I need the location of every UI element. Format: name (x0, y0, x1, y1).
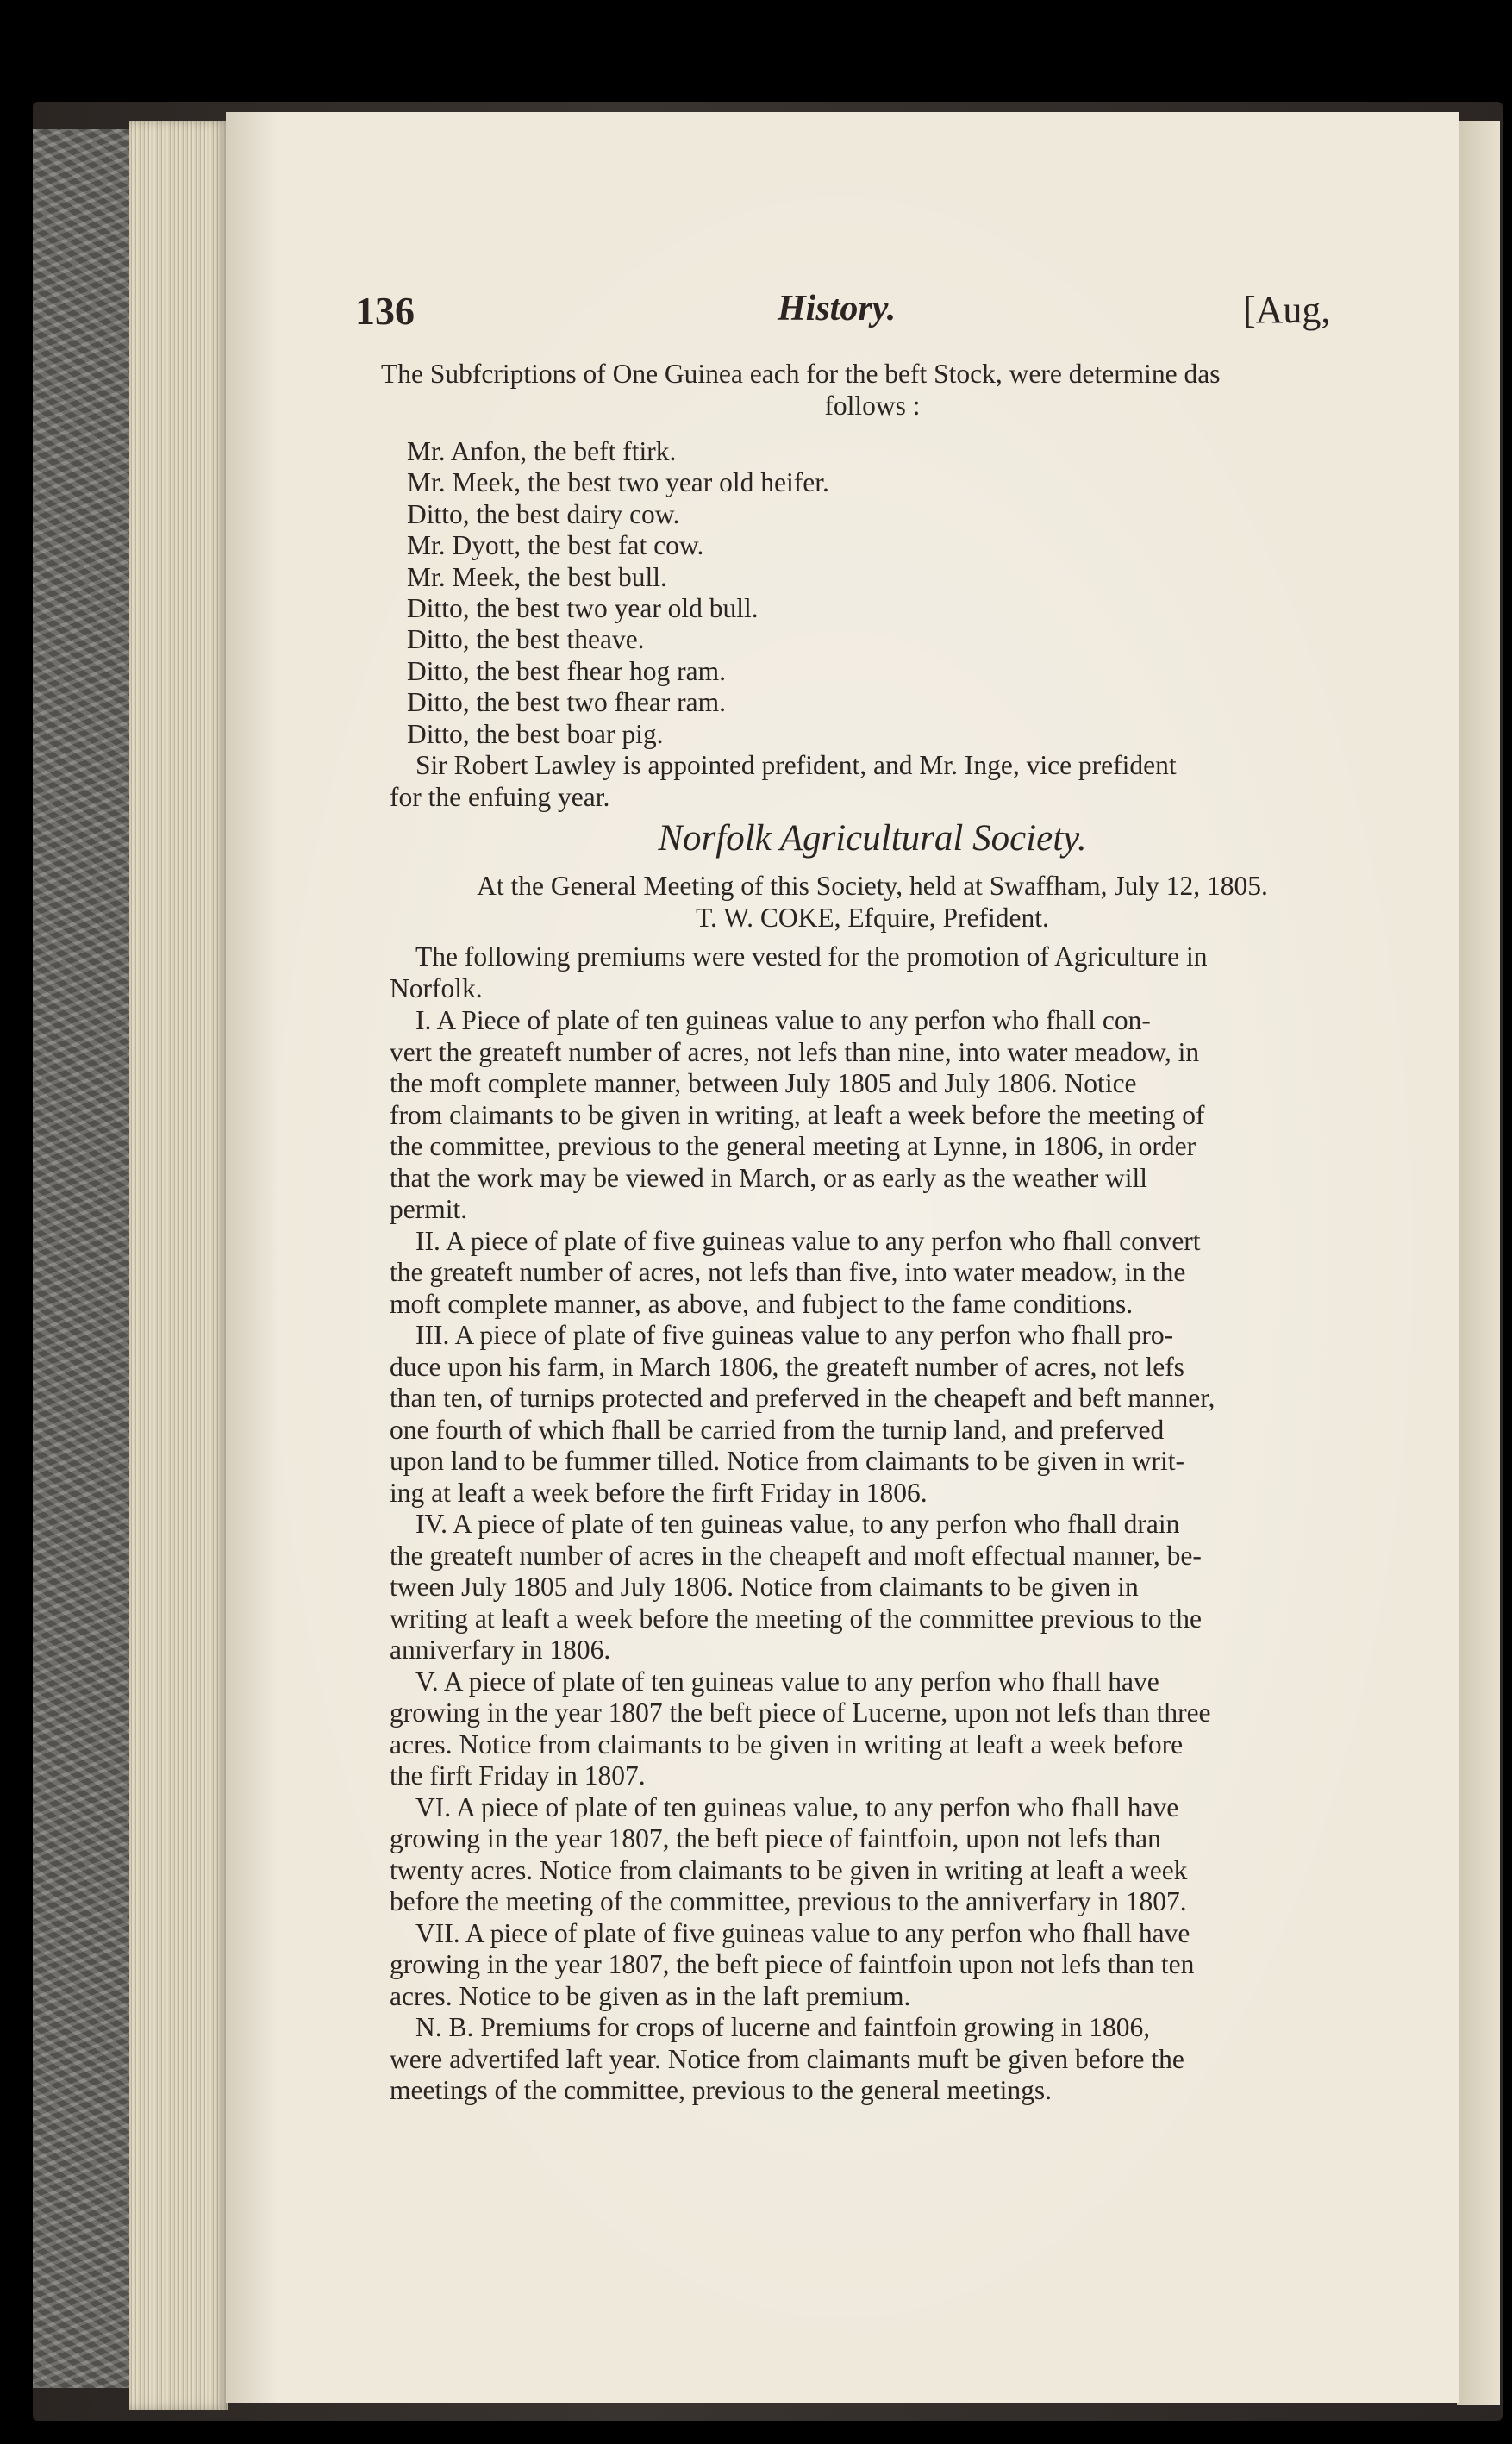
premium-line: anniverfary in 1806. (390, 1635, 611, 1665)
premium-line: meetings of the committee, previous to the general meetings. (390, 2075, 1053, 2105)
premium-line: moft complete manner, as above, and fubject to the fame conditions. (390, 1288, 1134, 1319)
award-item: Ditto, the best two year old bull. (407, 593, 759, 624)
premium-line: IV. A piece of plate of ten guineas value, to any perfon who fhall drain (415, 1509, 1180, 1539)
premium-line: before the meeting of the committee, previous to the anniverfary in 1807. (390, 1886, 1187, 1916)
premium-line: V. A piece of plate of ten guineas value to any perfon who fhall have (415, 1666, 1159, 1697)
premium-line: I. A Piece of plate of ten guineas value to any perfon who fhall con- (415, 1005, 1151, 1035)
facing-page-edge (1457, 121, 1500, 2405)
premiums-intro-line: Norfolk. (390, 972, 483, 1003)
book-page (226, 112, 1459, 2403)
meeting-line: At the General Meeting of this Society, held at Swaffham, July 12, 1805. (477, 871, 1268, 901)
premium-item (390, 1666, 1355, 1792)
premium-line: permit. (390, 1194, 468, 1224)
premium-line: upon land to be fummer tilled. Notice from claimants to be given in writ- (390, 1446, 1185, 1476)
premium-line: tween July 1805 and July 1806. Notice from claimants to be given in (390, 1572, 1139, 1602)
premium-line: twenty acres. Notice from claimants to be given in writing at leaft a week (390, 1854, 1188, 1885)
premium-line: duce upon his farm, in March 1806, the greateft number of acres, not lefs (390, 1351, 1184, 1382)
award-item: Ditto, the best boar pig. (407, 718, 664, 749)
award-item: Ditto, the best fhear hog ram. (407, 655, 727, 686)
award-item: Ditto, the best theave. (407, 624, 645, 655)
premium-line: than ten, of turnips protected and preferved in the cheapeft and beft manner, (390, 1383, 1215, 1413)
president-line: for the enfuing year. (390, 781, 610, 812)
premium-line: growing in the year 1807 the beft piece of Lucerne, upon not lefs than three (390, 1697, 1211, 1728)
award-item: Mr. Meek, the best two year old heifer. (407, 467, 829, 498)
premium-item (390, 1226, 1355, 1321)
premium-line: the greateft number of acres in the cheapeft and moft effectual manner, be- (390, 1540, 1202, 1571)
premiums-intro (390, 941, 1355, 1004)
premium-line: that the work may be viewed in March, or as early as the weather will (390, 1162, 1148, 1193)
awards-list (407, 436, 1372, 750)
president-line: Sir Robert Lawley is appointed prefident, and Mr. Inge, vice prefident (415, 750, 1177, 780)
running-header-right: [Aug, (1243, 289, 1331, 331)
premium-line: acres. Notice from claimants to be given in writing at leaft a week before (390, 1728, 1184, 1760)
page-edges (129, 121, 228, 2410)
premium-item (390, 1005, 1355, 1226)
award-item: Mr. Meek, the best bull. (407, 561, 667, 592)
running-header (226, 288, 1459, 357)
premium-line: VII. A piece of plate of five guineas value to any perfon who fhall have (415, 1917, 1190, 1948)
premium-item (390, 1918, 1355, 2013)
premium-line: acres. Notice to be given as in the laft premium. (390, 1980, 911, 2011)
premiums-intro-line: The following premiums were vested for the promotion of Agriculture in (415, 941, 1208, 972)
running-title: History. (778, 289, 897, 328)
intro-paragraph (381, 359, 1364, 422)
premium-line: growing in the year 1807, the beft piece of faintfoin upon not lefs than ten (390, 1949, 1195, 1979)
premium-line: III. A piece of plate of five guineas value to any perfon who fhall pro- (415, 1320, 1174, 1350)
premium-line: the greateft number of acres, not lefs than five, into water meadow, in the (390, 1257, 1186, 1287)
premium-line: the firft Friday in 1807. (390, 1760, 646, 1791)
premium-line: the moft complete manner, between July 1805 and July 1806. Notice (390, 1068, 1137, 1098)
premium-line: VI. A piece of plate of ten guineas value, to any perfon who fhall have (415, 1791, 1179, 1822)
award-item: Mr. Anfon, the beft ftirk. (407, 436, 677, 466)
premium-line: vert the greateft number of acres, not lefs than nine, into water meadow, in (390, 1036, 1200, 1067)
premiums-list (390, 1005, 1355, 2107)
premium-line: one fourth of which fhall be carried from the turnip land, and preferved (390, 1414, 1165, 1445)
premium-line: growing in the year 1807, the beft piece of faintfoin, upon not lefs than (390, 1823, 1161, 1853)
premium-line: II. A piece of plate of five guineas value to any perfon who fhall convert (415, 1225, 1201, 1256)
premium-line: ing at leaft a week before the firft Friday in 1806. (390, 1477, 928, 1508)
award-item: Mr. Dyott, the best fat cow. (407, 530, 704, 561)
premium-item (390, 1792, 1355, 1918)
intro-line: The Subfcriptions of One Guinea each for the beft Stock, were determine das (381, 359, 1221, 389)
premium-line: the committee, previous to the general meeting at Lynne, in 1806, in order (390, 1131, 1196, 1161)
premium-line: were advertifed laft year. Notice from claimants muft be given before the (390, 2043, 1184, 2074)
premium-line: from claimants to be given in writing, at leaft a week before the meeting of (390, 1099, 1205, 1130)
society-president: T. W. COKE, Efquire, Prefident. (696, 902, 1049, 933)
premium-line: N. B. Premiums for crops of lucerne and faintfoin growing in 1806, (415, 2012, 1151, 2042)
premium-item (390, 1509, 1355, 1666)
award-item: Ditto, the best dairy cow. (407, 498, 680, 529)
president-note (390, 750, 1355, 813)
page-number: 136 (355, 289, 415, 333)
award-item: Ditto, the best two fhear ram. (407, 687, 727, 718)
premium-item (390, 2012, 1355, 2107)
intro-line: follows : (824, 390, 921, 421)
premium-line: writing at leaft a week before the meeting of the committee previous to the (390, 1603, 1203, 1634)
meeting-info (390, 871, 1355, 934)
marbled-endpaper (33, 129, 132, 2388)
society-title: Norfolk Agricultural Society. (658, 818, 1087, 859)
premium-item (390, 1320, 1355, 1509)
